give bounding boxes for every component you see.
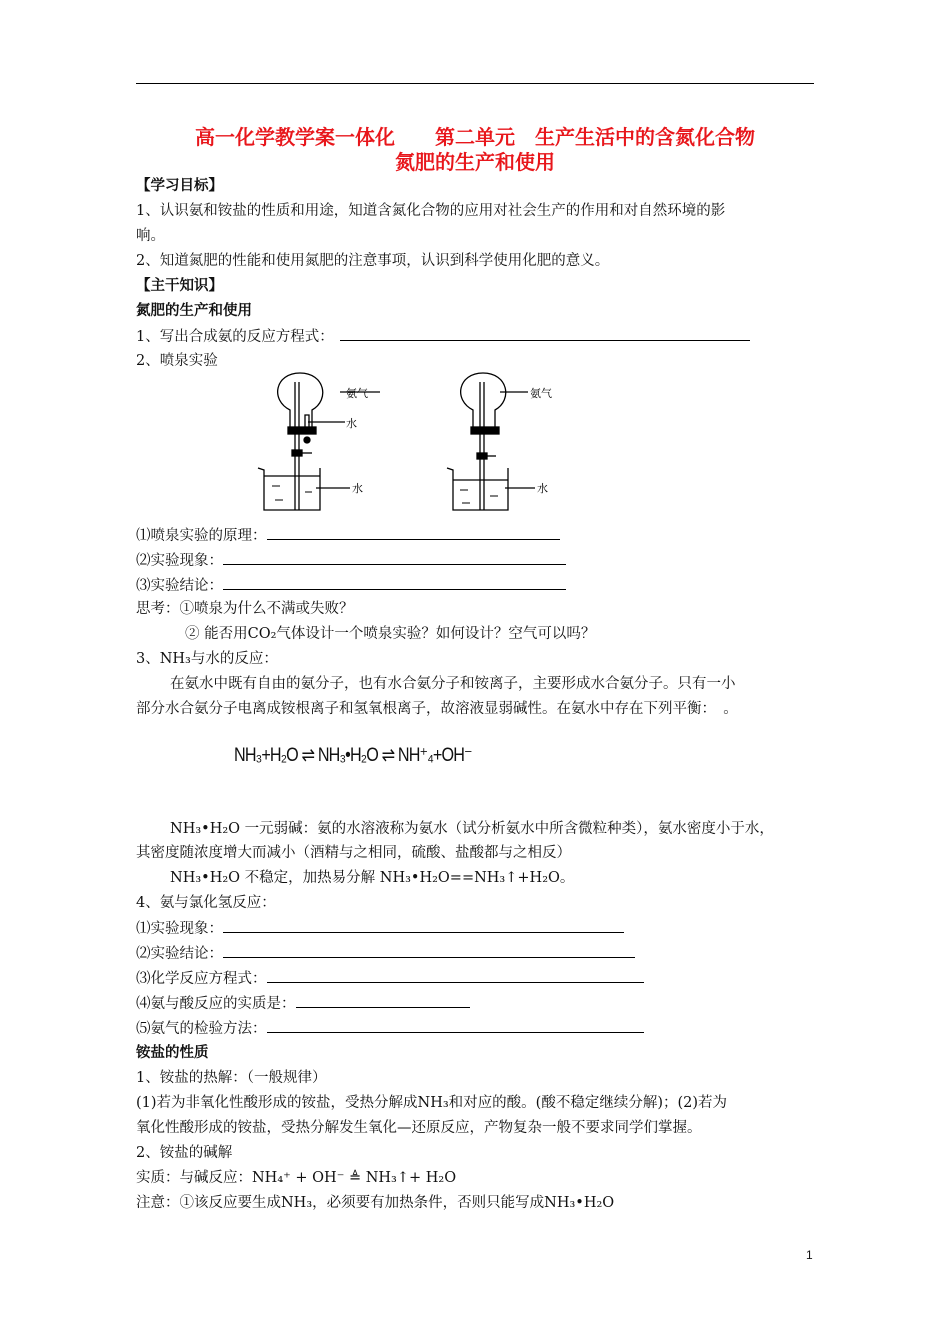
objectives-heading: 【学习目标】 <box>136 178 223 194</box>
equilibrium-equation: NH₃+H₂O ⇌ NH₃•H₂O ⇌ NH⁺₄+OH⁻ <box>234 745 472 766</box>
label-ammonia-right: 氨气 <box>530 387 552 400</box>
think-1: 思考：①喷泉为什么不满或失败？ <box>136 601 354 617</box>
hcl-essence-label: ⑷氨与酸反应的实质是： <box>136 996 296 1012</box>
fountain-conclusion-label: ⑶实验结论： <box>136 578 223 594</box>
essence-line: 实质：与碱反应：NH₄⁺ + OH⁻ ≜ NH₃↑+ H₂O <box>136 1170 457 1186</box>
paragraph-1: 在氨水中既有自由的氨分子，也有水合氨分子和铵离子，主要形成水合氨分子。只有一小 <box>170 676 736 692</box>
doc-title: 高一化学教学案一体化 第二单元 生产生活中的含氮化合物 <box>195 125 755 149</box>
hcl-equation-label: ⑶化学反应方程式： <box>136 971 267 987</box>
fountain-conclusion <box>136 575 566 596</box>
answer-blank[interactable] <box>267 525 560 540</box>
question-1-text: 1、写出合成氨的反应方程式： <box>136 329 334 345</box>
question-2: 2、喷泉实验 <box>136 353 218 369</box>
note-line: 注意：①该反应要生成NH₃，必须要有加热条件，否则只能写成NH₃•H₂O <box>136 1195 615 1211</box>
doc-subtitle: 氮肥的生产和使用 <box>395 150 555 174</box>
hcl-phenomenon-label: ⑴实验现象： <box>136 921 223 937</box>
question-4: 4、氨与氯化氢反应： <box>136 895 276 911</box>
fountain-phenomenon-label: ⑵实验现象： <box>136 553 223 569</box>
s2-paragraph-1-cont: 氧化性酸形成的铵盐，受热分解发生氧化—还原反应，产物复杂一般不要求同学们掌握。 <box>136 1120 702 1136</box>
hcl-essence <box>136 993 470 1014</box>
answer-blank[interactable] <box>296 993 470 1008</box>
answer-blank[interactable] <box>267 968 644 983</box>
objective-2: 2、知道氮肥的性能和使用氮肥的注意事项，认识到科学使用化肥的意义。 <box>136 253 610 269</box>
header-rule <box>136 83 814 84</box>
s2-question-1: 1、铵盐的热解：（一般规律） <box>136 1070 327 1086</box>
fountain-diagram <box>250 370 580 515</box>
hcl-phenomenon <box>136 918 624 939</box>
hcl-test-label: ⑸氨气的检验方法： <box>136 1021 267 1037</box>
label-water-beaker-right: 水 <box>537 482 548 495</box>
fountain-phenomenon <box>136 550 566 571</box>
page-number: 1 <box>806 1248 813 1262</box>
answer-blank[interactable] <box>223 918 624 933</box>
question-1 <box>136 326 750 347</box>
answer-blank[interactable] <box>267 1018 644 1033</box>
answer-blank[interactable] <box>340 326 750 341</box>
hcl-test <box>136 1018 644 1039</box>
section1-heading: 氮肥的生产和使用 <box>136 303 252 319</box>
fountain-principle-label: ⑴喷泉实验的原理： <box>136 528 267 544</box>
answer-blank[interactable] <box>223 550 566 565</box>
paragraph-2-cont: 其密度随浓度增大而减小（酒精与之相同，硫酸、盐酸都与之相反） <box>136 845 571 861</box>
hcl-conclusion <box>136 943 635 964</box>
answer-blank[interactable] <box>223 575 566 590</box>
hcl-equation <box>136 968 644 989</box>
label-water-beaker-left: 水 <box>352 482 363 495</box>
label-ammonia-left: 氨气 <box>346 387 368 400</box>
s2-paragraph-1: (1)若为非氧化性酸形成的铵盐，受热分解成NH₃和对应的酸。(酸不稳定继续分解)；(2)若为 <box>136 1095 728 1111</box>
label-water-dropper: 水 <box>346 417 357 430</box>
section2-heading: 铵盐的性质 <box>136 1045 209 1061</box>
objective-1-cont: 响。 <box>136 228 165 244</box>
objective-1: 1、认识氨和铵盐的性质和用途，知道含氮化合物的应用对社会生产的作用和对自然环境的影 <box>136 203 726 219</box>
paragraph-2: NH₃•H₂O 一元弱碱：氨的水溶液称为氨水（试分析氨水中所含微粒种类），氨水密度小于水， <box>170 821 774 837</box>
s2-question-2: 2、铵盐的碱解 <box>136 1145 233 1161</box>
knowledge-heading: 【主干知识】 <box>136 278 223 294</box>
fountain-principle <box>136 525 560 546</box>
think-2: ② 能否用CO₂气体设计一个喷泉实验？如何设计？空气可以吗？ <box>185 626 596 642</box>
paragraph-1-cont: 部分水合氨分子电离成铵根离子和氢氧根离子，故溶液显弱碱性。在氨水中存在下列平衡： 。 <box>136 701 738 717</box>
hcl-conclusion-label: ⑵实验结论： <box>136 946 223 962</box>
answer-blank[interactable] <box>223 943 635 958</box>
paragraph-3: NH₃•H₂O 不稳定，加热易分解 NH₃•H₂O==NH₃↑+H₂O。 <box>170 870 575 886</box>
question-3: 3、NH₃与水的反应： <box>136 651 278 667</box>
